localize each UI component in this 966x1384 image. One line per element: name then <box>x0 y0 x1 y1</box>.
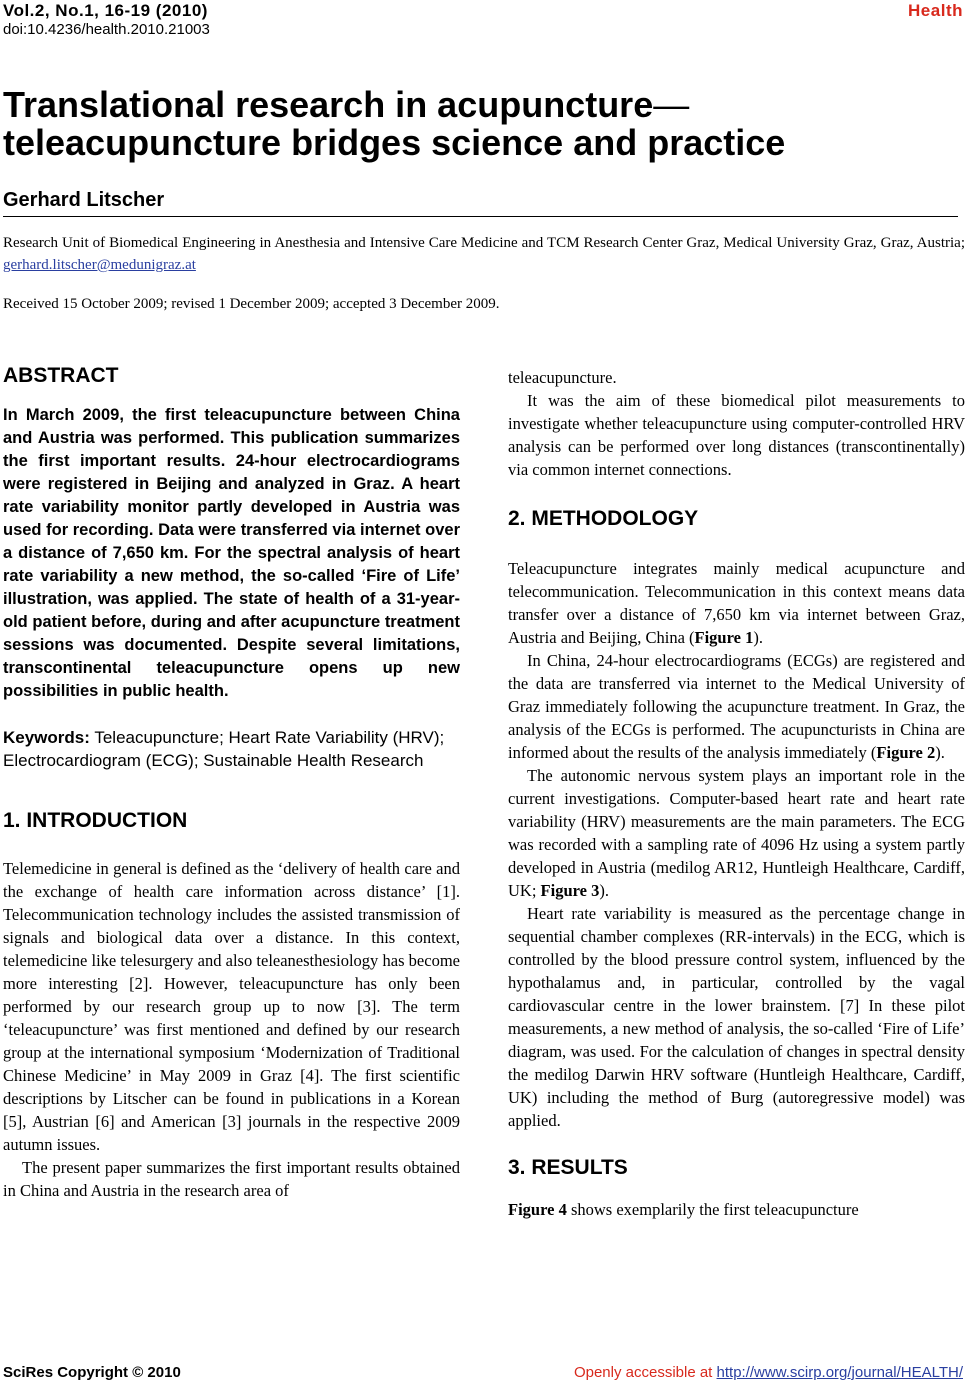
open-access-note <box>574 1364 963 1381</box>
methodology-p1-text: Teleacupuncture integrates mainly medical acupuncture and telecommunication. Telecommunication in this context means data transfer over a distance of 7,650 km via internet between Graz, Austria and Beijing, China ( <box>508 559 965 647</box>
figure-2-ref: Figure 2 <box>876 743 936 762</box>
volume-info: Vol.2, No.1, 16-19 (2010) <box>3 1 208 20</box>
introduction-paragraph-2: The present paper summarizes the first important results obtained in China and Austria in the research area of <box>3 1158 460 1200</box>
methodology-paragraph-2 <box>508 649 965 764</box>
affiliation-text: Research Unit of Biomedical Engineering in Anesthesia and Intensive Care Medicine and TCM Research Center Graz, Medical University Graz, Graz, Austria; <box>3 235 965 251</box>
methodology-heading: 2. METHODOLOGY <box>508 507 699 530</box>
abstract-heading: ABSTRACT <box>3 364 119 387</box>
journal-name: Health <box>908 1 963 20</box>
introduction-paragraph-3: It was the aim of these biomedical pilot measurements to investigate whether teleacupuncture using computer-controlled HRV analysis can be performed over long distances (transcontinentally) via common internet connections. <box>508 391 965 479</box>
article-title <box>3 86 965 162</box>
figure-3-ref: Figure 3 <box>540 881 600 900</box>
abstract-text: In March 2009, the first teleacupuncture between China and Austria was performed. This publication summarizes the first important results. 24-hour electrocardiograms were registered in Beijing and analyzed in Graz. A heart rate variability monitor partly developed in Austria was used for recording. Data were transferred via internet over a distance of 7,650 km. For the spectral analysis of heart rate variability a new method, the so-called ‘Fire of Life’ illustration, was applied. The state of health of a 31-year-old patient before, during and after acupuncture treatment sessions was documented. Despite several limitations, transcontinental teleacupuncture opens up new possibilities in public health. <box>3 406 460 700</box>
title-part-1: Translational research in acupuncture <box>3 84 654 125</box>
keywords-list: Teleacupuncture; Heart Rate Variability (HRV); Electrocardiogram (ECG); Sustainable Health Research <box>3 728 445 770</box>
methodology-p3-text: The autonomic nervous system plays an important role in the current investigations. Computer-based heart rate and heart rate variability (HRV) measurements are the main parameters. The ECG was recorded with a sampling rate of 4096 Hz using a system partly developed in Austria (medilog AR12, Huntleigh Healthcare, Cardiff, UK; <box>508 766 965 900</box>
author-name: Gerhard Litscher <box>3 189 165 211</box>
right-column <box>508 366 965 1221</box>
received-dates: Received 15 October 2009; revised 1 December 2009; accepted 3 December 2009. <box>3 296 500 312</box>
keywords <box>3 726 460 772</box>
title-dash: — <box>653 84 690 125</box>
results-paragraph-1 <box>508 1198 965 1221</box>
figure-1-ref: Figure 1 <box>694 628 754 647</box>
introduction-paragraph-2-continued: teleacupuncture. <box>508 368 617 387</box>
figure-4-ref: Figure 4 <box>508 1200 567 1219</box>
methodology-paragraph-1 <box>508 557 965 649</box>
open-access-text: Openly accessible at <box>573 1364 717 1381</box>
journal-url-link[interactable]: http://www.scirp.org/journal/HEALTH/ <box>716 1364 963 1381</box>
author-email-link[interactable]: gerhard.litscher@medunigraz.at <box>3 257 196 273</box>
results-heading: 3. RESULTS <box>508 1156 628 1179</box>
methodology-paragraph-3 <box>508 764 965 902</box>
keywords-label: Keywords: <box>3 728 90 747</box>
introduction-paragraph-1: Telemedicine in general is defined as the ‘delivery of health care and the exchange of health care information across distance’ [1]. Telecommunication technology includes the assisted transmission of signals and biological data over a distance. In this context, telemedicine like telesurgery and also teleanesthesiology has become more interesting [2]. However, teleacupuncture has only been performed by our research group up to now [3]. The term ‘teleacupuncture’ was first mentioned and defined by our research group at the international symposium ‘Modernization of Traditional Chinese Medicine’ in May 2009 in Graz [4]. The first scientific descriptions by Litscher can be found in publications in a Korean [5], Austrian [6] and American [3] journals in the respective 2009 autumn issues. <box>3 859 460 1154</box>
introduction-heading: 1. INTRODUCTION <box>3 809 188 832</box>
copyright: SciRes Copyright © 2010 <box>3 1364 181 1381</box>
affiliation <box>3 232 965 276</box>
title-part-2: teleacupuncture bridges science and practice <box>3 122 786 163</box>
left-column <box>3 364 460 1202</box>
title-divider <box>3 216 958 217</box>
methodology-p1-end: ). <box>753 628 763 647</box>
methodology-paragraph-4: Heart rate variability is measured as the percentage change in sequential chamber complexes (RR-intervals) in the ECG, which is controlled by the blood pressure control system, influenced by the hypothalamus and, in particular, controlled by the vagal cardiovascular centre in the lower brainstem. [7] In these pilot measurements, a new method of analysis, the so-called ‘Fire of Life’ diagram, was used. For the calculation of changes in spectral density the medilog Darwin HRV software (Huntleigh Healthcare, Cardiff, UK) including the method of Burg (autoregressive model) was applied. <box>508 904 965 1130</box>
methodology-p3-end: ). <box>599 881 609 900</box>
methodology-p2-text: In China, 24-hour electrocardiograms (ECGs) are registered and the data are transferred via internet to the Medical University of Graz immediately following the acupuncture treatment. In Graz, the analysis of the ECGs is performed. The acupuncturists in China are informed about the results of the analysis immediately ( <box>508 651 965 762</box>
methodology-p2-end: ). <box>935 743 945 762</box>
doi: doi:10.4236/health.2010.21003 <box>3 21 210 38</box>
results-p1-text: shows exemplarily the first teleacupuncture <box>566 1200 859 1219</box>
